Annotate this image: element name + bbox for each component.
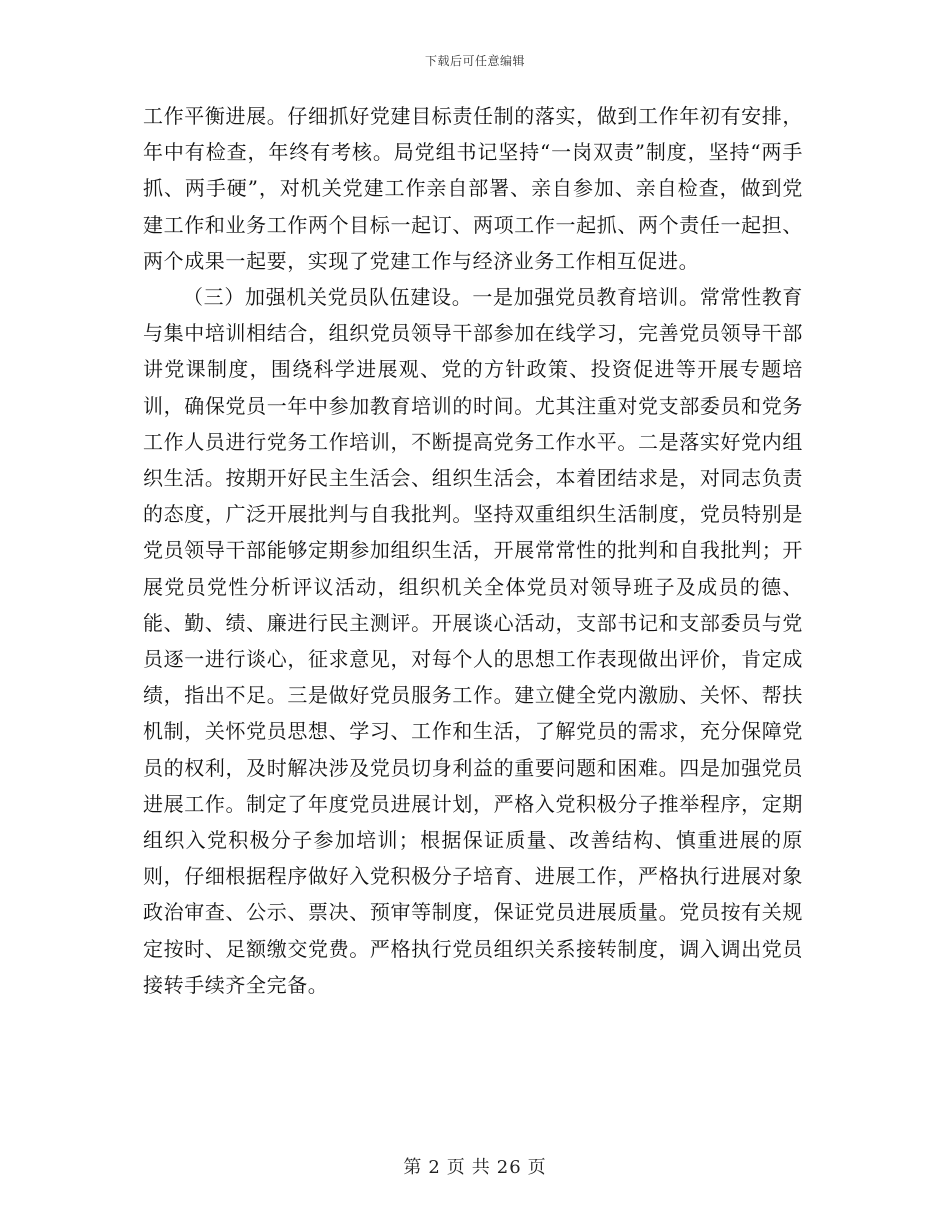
footer-prefix: 第 [403, 1157, 423, 1178]
page-header: 下载后可任意编辑 [424, 54, 525, 68]
document-body [143, 98, 803, 1003]
paragraph-2: （三）加强机关党员队伍建设。一是加强党员教育培训。常常性教育与集中培训相结合，组织党员领导干部参加在线学习，完善党员领导干部讲党课制度，围绕科学进展观、党的方针政策、投资促进等开展专题培训，确保党员一年中参加教育培训的时间。尤其注重对党支部委员和党务工作人员进行党务工作培训，不断提高党务工作水平。二是落实好党内组织生活。按期开好民主生活会、组织生活会，本着团结求是，对同志负责的态度，广泛开展批判与自我批判。坚持双重组织生活制度，党员特别是党员领导干部能够定期参加组织生活，开展常常性的批判和自我批判；开展党员党性分析评议活动，组织机关全体党员对领导班子及成员的德、能、勤、绩、廉进行民主测评。开展谈心活动，支部书记和支部委员与党员逐一进行谈心，征求意见，对每个人的思想工作表现做出评价，肯定成绩，指出不足。三是做好党员服务工作。建立健全党内激励、关怀、帮扶机制，关怀党员思想、学习、工作和生活，了解党员的需求，充分保障党员的权利，及时解决涉及党员切身利益的重要问题和困难。四是加强党员进展工作。制定了年度党员进展计划，严格入党积极分子推举程序，定期组织入党积极分子参加培训；根据保证质量、改善结构、慎重进展的原则，仔细根据程序做好入党积极分子培育、进展工作，严格执行进展对象政治审查、公示、票决、预审等制度，保证党员进展质量。党员按有关规定按时、足额缴交党费。严格执行党员组织关系接转制度，调入调出党员接转手续齐全完备。 [143, 285, 803, 997]
footer-page-label: 页 [446, 1157, 466, 1178]
footer-suffix: 页 [527, 1157, 547, 1178]
footer-total-label: 共 [471, 1157, 491, 1178]
footer-total-pages: 26 [496, 1157, 522, 1178]
footer-current-page: 2 [428, 1157, 441, 1178]
paragraph-1: 工作平衡进展。仔细抓好党建目标责任制的落实，做到工作年初有安排，年中有检查，年终有考核。局党组书记坚持“一岗双责”制度，坚持“两手抓、两手硬”，对机关党建工作亲自部署、亲自参加、亲自检查，做到党建工作和业务工作两个目标一起订、两项工作一起抓、两个责任一起担、两个成果一起要，实现了党建工作与经济业务工作相互促进。 [143, 104, 803, 273]
page-footer [0, 1153, 950, 1179]
